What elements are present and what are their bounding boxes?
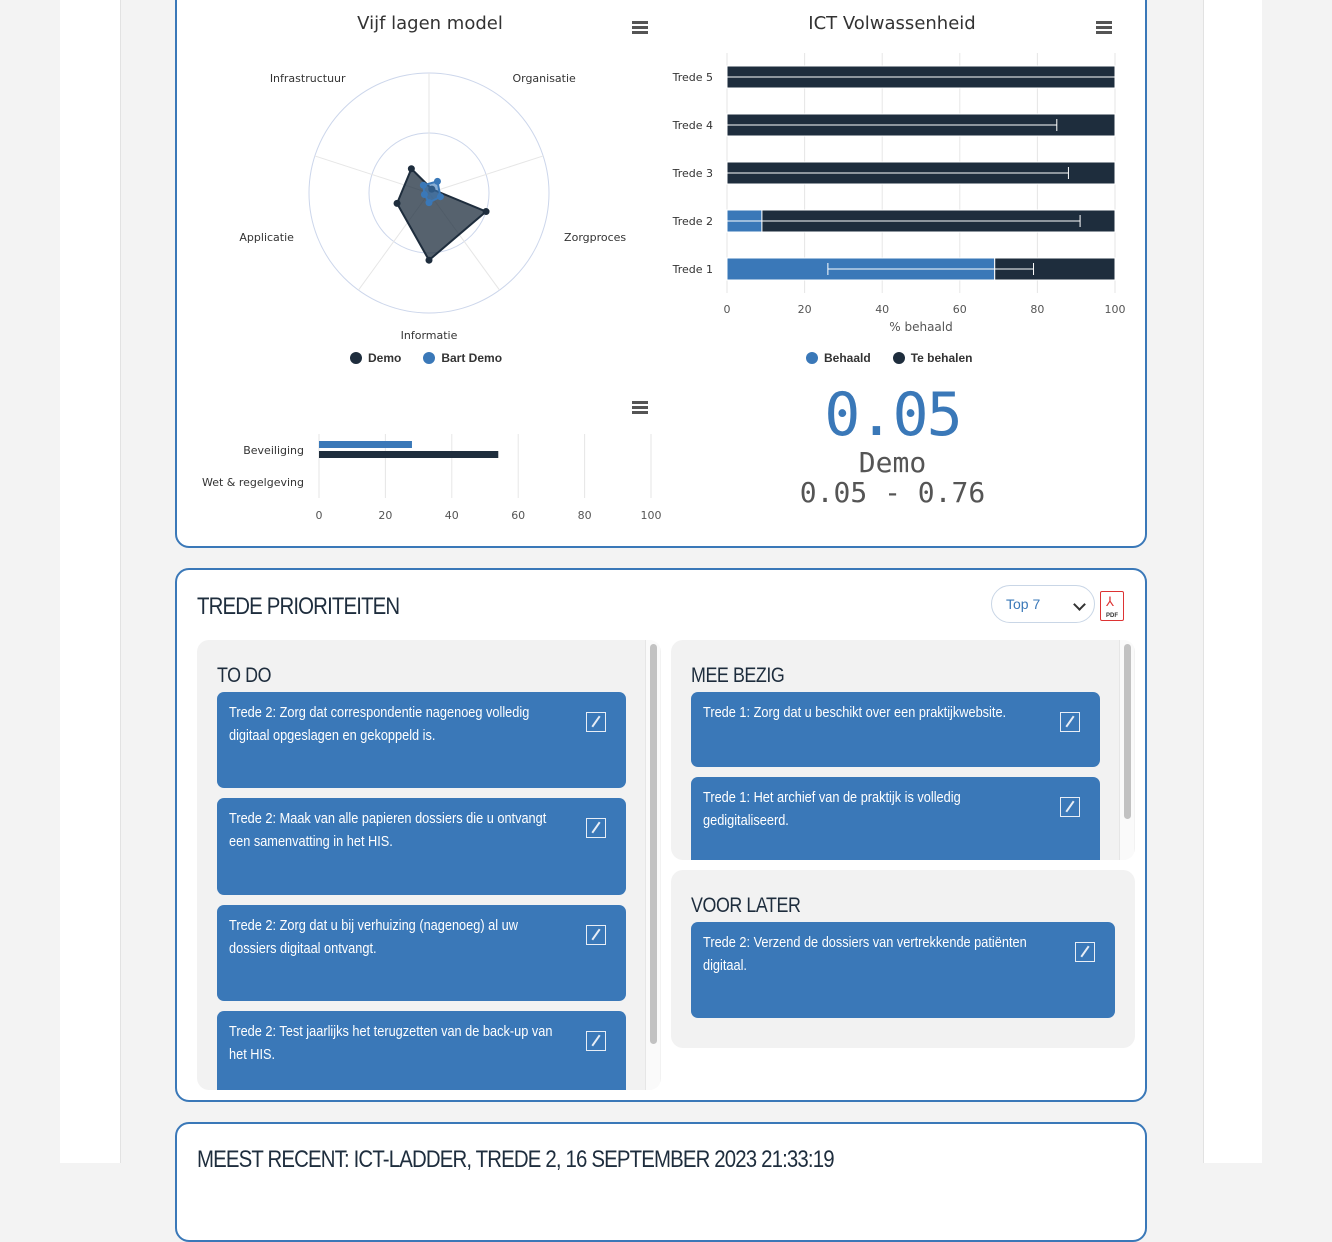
legend-dot (350, 352, 362, 364)
task-card[interactable] (691, 922, 1115, 1018)
radar-point (483, 208, 490, 215)
pdf-label: PDF (1106, 613, 1118, 619)
task-card[interactable] (217, 1011, 626, 1090)
task-text: Trede 1: Het archief van de praktijk is volledig gedigitaliseerd. (703, 790, 961, 829)
small-tick-label: 100 (640, 509, 662, 522)
ict-tick-label: 40 (875, 303, 890, 316)
radar-title: Vijf lagen model (357, 13, 503, 34)
ict-category-label: Trede 4 (672, 119, 713, 132)
legend-dot (893, 352, 905, 364)
task-text: Trede 2: Zorg dat u bij verhuizing (nagenoeg) al uw dossiers digitaal ontvangt. (229, 918, 518, 957)
small-tick-label: 0 (315, 509, 323, 522)
later-column (671, 870, 1135, 1048)
radar-menu-icon[interactable] (632, 21, 648, 35)
ict-tick-label: 20 (797, 303, 812, 316)
top-select[interactable] (991, 585, 1095, 623)
ict-tick-label: 80 (1030, 303, 1045, 316)
radar-point (408, 165, 415, 172)
ict-menu-icon[interactable] (1096, 21, 1112, 35)
radar-spoke (429, 156, 543, 193)
task-card[interactable] (217, 692, 626, 788)
radar-series-area (397, 169, 486, 260)
small-category-label: Beveiliging (243, 444, 304, 457)
radar-point (394, 200, 401, 207)
pdf-export-button[interactable] (1100, 591, 1124, 621)
legend-item-demo[interactable] (350, 351, 401, 365)
radar-point (434, 178, 441, 185)
radar-axis-label: Zorgproces (564, 230, 627, 244)
ict-category-label: Trede 1 (672, 263, 713, 276)
small-chart-menu-icon[interactable] (632, 401, 648, 415)
edit-icon[interactable] (1060, 797, 1080, 817)
edit-icon[interactable] (586, 1031, 606, 1051)
recent-card (175, 1122, 1147, 1242)
edit-icon[interactable] (586, 712, 606, 732)
ict-title: ICT Volwassenheid (808, 13, 976, 34)
legend-label: Te behalen (910, 351, 973, 365)
task-text: Trede 2: Verzend de dossiers van vertrekkende patiënten digitaal. (703, 935, 1027, 974)
edit-icon[interactable] (1075, 942, 1095, 962)
small-bar (319, 451, 498, 458)
todo-scrollbar[interactable] (650, 644, 657, 1044)
chevron-down-icon (1073, 598, 1086, 611)
ict-category-label: Trede 2 (672, 215, 713, 228)
radar-axis-label: Applicatie (239, 230, 294, 244)
small-tick-label: 40 (444, 509, 459, 522)
task-text: Trede 2: Maak van alle papieren dossiers die u ontvangt een samenvatting in het HIS. (229, 811, 547, 850)
radar-axis-label: Infrastructuur (269, 72, 346, 86)
task-card[interactable] (691, 692, 1100, 767)
small-bar (319, 441, 412, 448)
radar-point (421, 191, 428, 198)
legend-item-bart-demo[interactable] (423, 351, 502, 365)
radar-axis-label: Informatie (400, 329, 458, 342)
small-tick-label: 80 (577, 509, 592, 522)
edit-icon[interactable] (586, 818, 606, 838)
legend-item-behaald[interactable] (806, 351, 871, 365)
todo-column (197, 640, 661, 1090)
edit-icon[interactable] (1060, 712, 1080, 732)
busy-title: MEE BEZIG (691, 664, 785, 687)
small-category-label: Wet & regelgeving (201, 476, 304, 489)
ict-category-label: Trede 3 (672, 167, 713, 180)
pdf-icon: ⅄ (1106, 594, 1114, 609)
task-text: Trede 2: Test jaarlijks het terugzetten van de back-up van het HIS. (229, 1024, 553, 1063)
todo-title: TO DO (217, 664, 272, 687)
radar-point (437, 193, 444, 200)
task-card[interactable] (691, 777, 1100, 860)
busy-column (671, 640, 1135, 860)
score-range: 0.05 - 0.76 (799, 476, 986, 509)
task-text: Trede 1: Zorg dat u beschikt over een praktijkwebsite. (703, 705, 1007, 721)
legend-label: Behaald (824, 351, 871, 365)
legend-label: Bart Demo (441, 351, 503, 365)
task-text: Trede 2: Zorg dat correspondentie nagenoeg volledig digitaal opgeslagen en gekoppeld is. (229, 705, 530, 744)
later-title: VOOR LATER (691, 894, 801, 917)
ict-chart (660, 45, 1130, 340)
ict-x-axis-label: % behaald (889, 320, 953, 334)
edit-icon[interactable] (586, 925, 606, 945)
radar-chart (230, 60, 630, 350)
ict-legend (806, 351, 972, 365)
radar-legend (350, 351, 502, 365)
score-name: Demo (858, 446, 927, 479)
small-bar-chart (195, 430, 665, 530)
small-tick-label: 20 (378, 509, 393, 522)
radar-point (426, 199, 433, 206)
ict-category-label: Trede 5 (672, 71, 713, 84)
ict-tick-label: 0 (723, 303, 731, 316)
radar-point (420, 182, 427, 189)
ict-tick-label: 100 (1104, 303, 1126, 316)
legend-label: Demo (368, 351, 402, 365)
score-value: 0.05 (824, 380, 961, 450)
radar-axis-label: Organisatie (512, 72, 576, 86)
legend-dot (423, 352, 435, 364)
task-card[interactable] (217, 905, 626, 1001)
legend-dot (806, 352, 818, 364)
select-value: Top 7 (1006, 596, 1041, 612)
legend-item-te-behalen[interactable] (893, 351, 973, 365)
small-tick-label: 60 (511, 509, 526, 522)
priorities-title: TREDE PRIORITEITEN (197, 593, 400, 620)
task-card[interactable] (217, 798, 626, 895)
radar-point (426, 257, 433, 264)
busy-scrollbar[interactable] (1124, 644, 1131, 819)
recent-title: MEEST RECENT: ICT-LADDER, TREDE 2, 16 SEPTEMBER 2023 21:33:19 (197, 1146, 834, 1173)
ict-tick-label: 60 (952, 303, 967, 316)
